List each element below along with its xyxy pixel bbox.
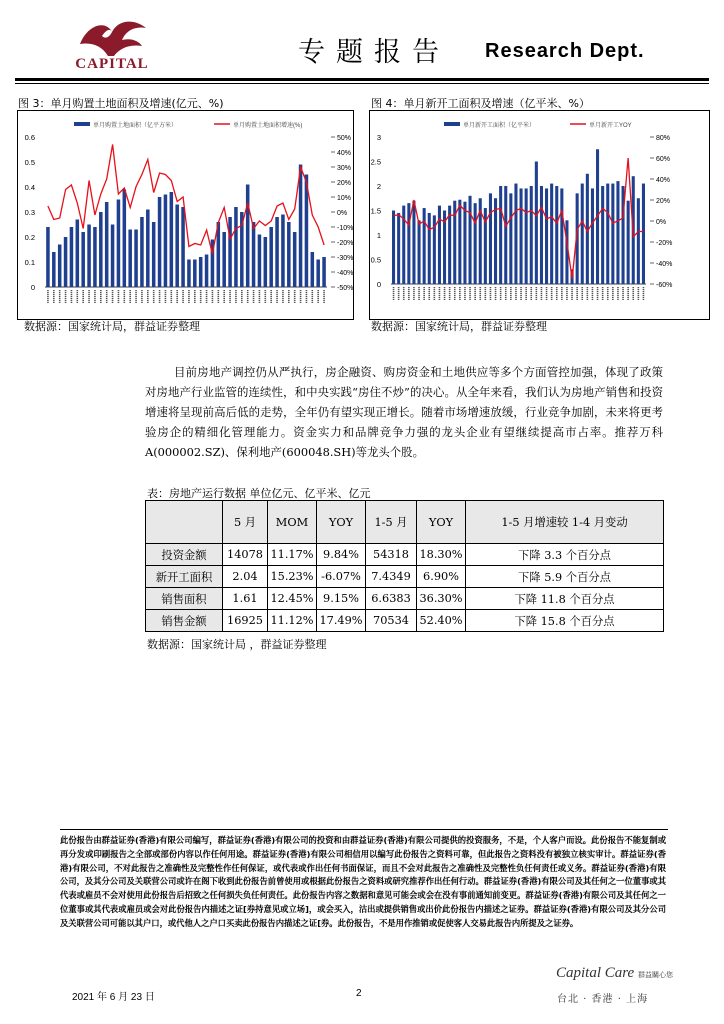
row-label: 投资金额	[146, 544, 223, 566]
y-tick-label: 0	[30, 283, 35, 292]
row-label: 销售金额	[146, 610, 223, 632]
y2-tick-label: 20%	[337, 180, 352, 187]
table-cell: 6.6383	[366, 588, 417, 610]
bar	[111, 225, 115, 288]
dept-title: Research Dept.	[485, 40, 645, 62]
table-header-row	[146, 501, 664, 544]
y2-tick-label: 20%	[656, 198, 671, 205]
fig3-chart-frame	[17, 110, 354, 320]
legend-bar-label: 单月新开工面积（亿平米）	[463, 123, 536, 129]
bar	[423, 208, 426, 284]
y-tick-label: 0.5	[370, 255, 381, 265]
table-cell: 6.90%	[417, 566, 466, 588]
bar	[181, 207, 185, 287]
y2-tick-label: -20%	[337, 240, 353, 247]
growth-line	[394, 158, 644, 279]
table-source: 数据源：国家统计局 ，群益证券整理	[147, 638, 327, 651]
y-tick-label: 1	[376, 231, 381, 240]
row-label: 新开工面积	[146, 566, 223, 588]
y2-tick-label: 80%	[656, 135, 671, 142]
table-row	[146, 610, 664, 632]
y2-tick-label: 30%	[337, 165, 352, 172]
y2-tick-label: -30%	[337, 255, 353, 262]
body-paragraph: 目前房地产调控仍从严执行，房企融资、购房资金和土地供应等多个方面管控加强，体现了政策对房地产行业监管的连续性，和中央实践“房住不炒”的决心。从全年来看，我们认为房地产销售和投资增速将呈现前高后低的走势，全年仍有望实现正增长。随着市场增速放缓，行业竞争加剧，未来将更考验房企的精细化管理能力。资金实力和品牌竞争力强的龙头企业有望继续提高市占率。推荐万科 A(000002.SZ)、保利地产(600048.SH)等龙头个股。	[145, 365, 663, 459]
bar	[46, 227, 50, 287]
footer-brand-sub: 群益關心您	[637, 971, 673, 979]
page-number: 2	[356, 988, 362, 999]
disclaimer: 此份报告由群益证券(香港)有限公司编写，群益证券(香港)有限公司的投资和由群益证券(香港)有限公司提供的投资服务，不是，个人客户而设。此份报告不能复制或再分发或印刷报告之全部或部份内容以作任何用途。群益证券(香港)有限公司相信用以编写此份报告之资料可靠，但此报告之资料没有被独立核实审计。群益证券(香港)有限公司，不对此报告之准确性及完整性作任何保证，或代表或作出任何书面保证，而且不会对此报告之准确性及完整性负任何责任或义务。群益证券(香港)有限公司，及其分公司及关联营公司或许在阁下收到此份报告前曾使用或根据此份报告之资料或研究推荐作出任何行动。群益证券(香港)有限公司及其任何之一位董事或其代表或雇员不会对使用此份报告后招致之任何损失负任何责任。此份报告内容之数据和意见可能会或会在没有事前通知前变更。群益证券(香港)有限公司及其任何之一位董事或其代表或雇员或会对此份报告内描述之证[券持意见或立场]，或会买入，沽出或提供销售或出价此份报告内描述之证券。群益证券(香港)有限公司及其分公司及关联营公司可能以其户口，或代他人之户口买卖此份报告内描述之证[券。此份报告，不是用作推销或促使客人交易此报告内所提及之证券。	[60, 835, 666, 928]
bar	[591, 188, 594, 284]
table-header-cell: 1-5 月	[366, 501, 417, 544]
bar	[52, 252, 56, 287]
bar	[509, 193, 512, 284]
disclaimer-rule	[60, 829, 668, 830]
bar	[152, 222, 156, 287]
bar	[81, 232, 85, 287]
legend-line-label: 单月新开工YOY	[589, 123, 632, 129]
bar	[397, 213, 400, 284]
bar	[463, 202, 466, 284]
fig4-caption: 图 4：单月新开工面积及增速（亿平米、%）	[371, 97, 590, 110]
bar	[187, 260, 191, 288]
table-row	[146, 566, 664, 588]
header-rule	[15, 78, 709, 81]
bar	[222, 232, 226, 287]
table-cell: -6.07%	[317, 566, 366, 588]
bar	[316, 260, 320, 288]
bar	[504, 186, 507, 284]
y2-tick-label: -40%	[337, 270, 353, 277]
bar	[269, 227, 273, 287]
table-cell: 下降 15.8 个百分点	[466, 610, 664, 632]
table-cell: 9.84%	[317, 544, 366, 566]
footer-brand	[556, 965, 673, 982]
bar	[99, 212, 103, 287]
legend-line-label: 单月购置土地面积增速(%)	[233, 123, 303, 129]
bar	[252, 222, 256, 287]
y-tick-label: 0.5	[24, 158, 35, 167]
bar	[117, 200, 121, 288]
bar	[58, 245, 62, 288]
y-tick-label: 0.2	[24, 233, 35, 242]
table-cell: 54318	[366, 544, 417, 566]
bar	[514, 184, 517, 284]
footer-date: 2021 年 6 月 23 日	[72, 992, 155, 1003]
table-cell: 14078	[223, 544, 268, 566]
fig4-chart-frame	[369, 110, 710, 320]
bar	[611, 184, 614, 284]
table-cell: 下降 5.9 个百分点	[466, 566, 664, 588]
bar	[642, 184, 645, 284]
y-tick-label: 0.4	[24, 183, 35, 192]
bar	[448, 206, 451, 284]
table-cell: 9.15%	[317, 588, 366, 610]
bar	[418, 220, 421, 284]
table-header-cell: MOM	[268, 501, 317, 544]
y-tick-label: 2	[376, 182, 381, 191]
bar	[105, 202, 109, 287]
bar	[627, 201, 630, 284]
table-header-cell: 5 月	[223, 501, 268, 544]
bar	[293, 232, 297, 287]
bar	[281, 215, 285, 288]
bar	[535, 162, 538, 285]
y-tick-label: 2.5	[370, 157, 381, 167]
bar	[392, 211, 395, 285]
bar	[322, 257, 326, 287]
bar	[581, 184, 584, 284]
legend-bar-swatch	[74, 122, 90, 126]
bar	[407, 203, 410, 284]
y-tick-label: 1.5	[370, 206, 381, 216]
table-cell: 70534	[366, 610, 417, 632]
table-cell: 36.30%	[417, 588, 466, 610]
y-tick-label: 0.3	[24, 208, 35, 217]
bar	[134, 230, 138, 288]
bar	[489, 193, 492, 284]
page-title: 专题报告	[298, 37, 450, 68]
y-tick-label: 0.1	[24, 258, 35, 267]
y2-tick-label: 50%	[337, 135, 352, 142]
table-cell: 16925	[223, 610, 268, 632]
bar	[228, 217, 232, 287]
bar	[458, 200, 461, 284]
table-cell: 下降 3.3 个百分点	[466, 544, 664, 566]
table-row	[146, 544, 664, 566]
bar	[499, 186, 502, 284]
y2-tick-label: -50%	[337, 285, 353, 292]
bar	[494, 198, 497, 284]
bar	[128, 230, 132, 288]
bar	[93, 227, 97, 287]
bar	[164, 195, 168, 288]
fig3-source: 数据源：国家统计局，群益证券整理	[24, 320, 200, 333]
table-row	[146, 588, 664, 610]
bar	[540, 186, 543, 284]
bar	[428, 213, 431, 284]
bar	[275, 217, 279, 287]
table-cell: 18.30%	[417, 544, 466, 566]
bar	[520, 188, 523, 284]
y2-tick-label: -60%	[656, 282, 673, 289]
bar	[287, 222, 291, 287]
bar	[246, 185, 250, 288]
bar	[146, 210, 150, 288]
table-cell: 下降 11.8 个百分点	[466, 588, 664, 610]
capital-logo-icon	[72, 14, 152, 58]
bar	[545, 188, 548, 284]
legend-bar-swatch	[444, 122, 460, 126]
bar	[234, 207, 238, 287]
bar	[311, 252, 315, 287]
table-cell: 11.17%	[268, 544, 317, 566]
bar	[438, 206, 441, 284]
y2-tick-label: 60%	[656, 156, 671, 163]
footer-cities: 台北 · 香港 · 上海	[557, 994, 649, 1005]
bar	[637, 198, 640, 284]
y2-tick-label: 40%	[656, 177, 671, 184]
y-tick-label: 0	[376, 280, 381, 289]
fig4-chart	[370, 111, 709, 319]
y2-tick-label: -20%	[656, 240, 673, 247]
bar	[264, 237, 268, 287]
table-cell: 1.61	[223, 588, 268, 610]
y-tick-label: 3	[376, 133, 381, 142]
bar	[530, 186, 533, 284]
bar	[64, 237, 68, 287]
bar	[469, 196, 472, 284]
bar	[412, 201, 415, 284]
bar	[175, 205, 179, 288]
bar	[601, 186, 604, 284]
bar	[70, 227, 74, 287]
bar	[170, 192, 174, 287]
bar	[158, 197, 162, 287]
brand-name: CAPITAL	[75, 56, 149, 72]
bar	[205, 255, 209, 288]
bar	[616, 181, 619, 284]
fig3-caption: 图 3：单月购置土地面积及增速(亿元、%)	[18, 97, 224, 110]
bar	[76, 220, 80, 288]
table-cell: 52.40%	[417, 610, 466, 632]
data-table	[145, 500, 664, 632]
bar	[560, 188, 563, 284]
bar	[123, 190, 127, 288]
table-header-cell: 1-5 月增速较 1-4 月变动	[466, 501, 664, 544]
table-caption: 表：房地产运行数据 单位亿元、亿平米、亿元	[147, 487, 371, 500]
table-cell: 12.45%	[268, 588, 317, 610]
table-cell: 15.23%	[268, 566, 317, 588]
y-tick-label: 0.6	[24, 133, 35, 142]
footer-brand-name: Capital Care	[556, 965, 635, 981]
bar	[474, 203, 477, 284]
y2-tick-label: -10%	[337, 225, 353, 232]
y2-tick-label: 0%	[337, 210, 348, 217]
table-header-cell: YOY	[417, 501, 466, 544]
bar	[87, 225, 91, 288]
bar	[299, 165, 303, 288]
header-rule-thin	[15, 83, 709, 84]
y2-tick-label: -40%	[656, 261, 673, 268]
y2-tick-label: 40%	[337, 150, 352, 157]
table-cell: 2.04	[223, 566, 268, 588]
fig4-source: 数据源：国家统计局，群益证券整理	[371, 320, 547, 333]
table-cell: 7.4349	[366, 566, 417, 588]
y2-tick-label: 0%	[656, 219, 667, 226]
bar	[193, 260, 197, 288]
bar	[606, 184, 609, 284]
table-header-cell: YOY	[317, 501, 366, 544]
row-label: 销售面积	[146, 588, 223, 610]
table-header-cell	[146, 501, 223, 544]
bar	[140, 217, 144, 287]
table-cell: 17.49%	[317, 610, 366, 632]
bar	[550, 184, 553, 284]
fig3-chart	[18, 111, 353, 319]
bar	[258, 235, 262, 288]
bar	[525, 188, 528, 284]
table-cell: 11.12%	[268, 610, 317, 632]
legend-bar-label: 单月购置土地面积（亿平方米）	[93, 123, 178, 129]
bar	[555, 186, 558, 284]
y2-tick-label: 10%	[337, 195, 352, 202]
bar	[199, 257, 203, 287]
